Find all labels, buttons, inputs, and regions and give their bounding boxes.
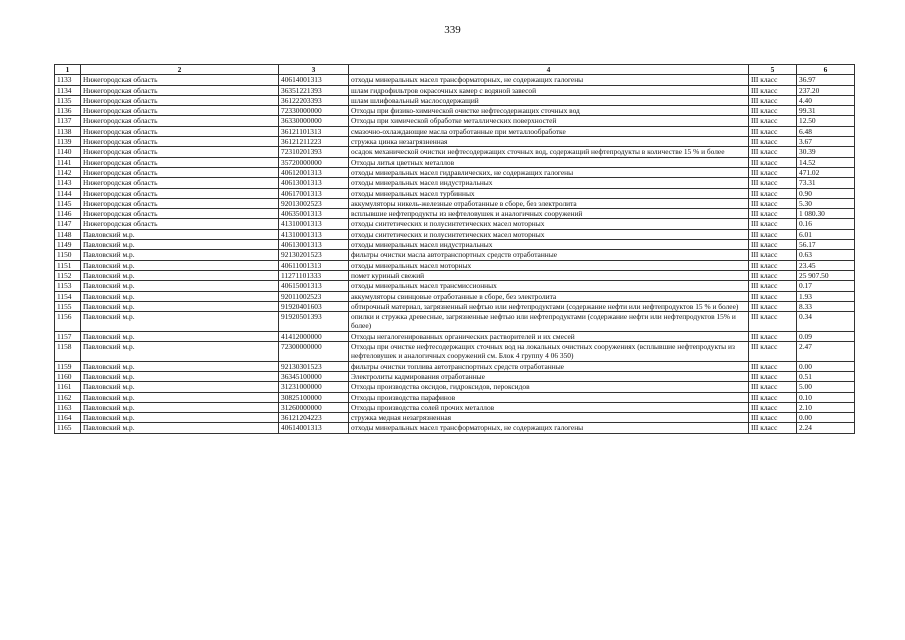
table-row (55, 413, 855, 423)
amount-cell: 8.33 (797, 301, 855, 311)
row-number-cell: 1147 (55, 219, 81, 229)
amount-cell: 0.00 (797, 413, 855, 423)
row-number-cell: 1138 (55, 126, 81, 136)
row-number-cell: 1146 (55, 209, 81, 219)
waste-code-cell: 72310201393 (279, 147, 349, 157)
table-row (55, 301, 855, 311)
region-cell: Нижегородская область (81, 106, 279, 116)
hazard-class-cell: III класс (749, 413, 797, 423)
waste-code-cell: 40611001313 (279, 260, 349, 270)
waste-code-cell: 36121211223 (279, 137, 349, 147)
waste-name-cell: помет куриный свежий (349, 270, 749, 280)
waste-code-cell: 91920401603 (279, 301, 349, 311)
row-number-cell: 1141 (55, 157, 81, 167)
waste-name-cell: Отходы производства оксидов, гидроксидов, пероксидов (349, 382, 749, 392)
row-number-cell: 1135 (55, 95, 81, 105)
row-number-cell: 1143 (55, 178, 81, 188)
table-row (55, 270, 855, 280)
region-cell: Нижегородская область (81, 137, 279, 147)
row-number-cell: 1155 (55, 301, 81, 311)
region-cell: Павловский м.р. (81, 240, 279, 250)
hazard-class-cell: III класс (749, 75, 797, 85)
waste-code-cell: 40614001313 (279, 423, 349, 433)
waste-code-cell: 31260000000 (279, 402, 349, 412)
waste-name-cell: отходы синтетических и полусинтетических масел моторных (349, 229, 749, 239)
amount-cell: 5.30 (797, 198, 855, 208)
column-header-5: 5 (749, 65, 797, 75)
hazard-class-cell: III класс (749, 219, 797, 229)
region-cell: Павловский м.р. (81, 281, 279, 291)
amount-cell: 0.51 (797, 371, 855, 381)
hazard-class-cell: III класс (749, 157, 797, 167)
table-row (55, 188, 855, 198)
table-row (55, 402, 855, 412)
table-row (55, 291, 855, 301)
waste-code-cell: 40615001313 (279, 281, 349, 291)
amount-cell: 73.31 (797, 178, 855, 188)
waste-code-cell: 41310001313 (279, 229, 349, 239)
waste-name-cell: отходы минеральных масел трансформаторных, не содержащих галогены (349, 75, 749, 85)
region-cell: Павловский м.р. (81, 312, 279, 332)
hazard-class-cell: III класс (749, 147, 797, 157)
waste-code-cell: 40617001313 (279, 188, 349, 198)
hazard-class-cell: III класс (749, 331, 797, 341)
waste-name-cell: фильтры очистки топлива автотранспортных средств отработанные (349, 361, 749, 371)
waste-name-cell: отходы минеральных масел трансформаторных, не содержащих галогены (349, 423, 749, 433)
waste-code-cell: 35720000000 (279, 157, 349, 167)
hazard-class-cell: III класс (749, 240, 797, 250)
region-cell: Нижегородская область (81, 157, 279, 167)
row-number-cell: 1156 (55, 312, 81, 332)
hazard-class-cell: III класс (749, 250, 797, 260)
waste-name-cell: Отходы при физико-химической очистке нефтесодержащих сточных вод (349, 106, 749, 116)
hazard-class-cell: III класс (749, 106, 797, 116)
table-row (55, 250, 855, 260)
waste-code-cell: 92011002523 (279, 291, 349, 301)
waste-name-cell: Электролиты кадмирования отработанные (349, 371, 749, 381)
hazard-class-cell: III класс (749, 209, 797, 219)
table-row (55, 281, 855, 291)
hazard-class-cell: III класс (749, 402, 797, 412)
row-number-cell: 1136 (55, 106, 81, 116)
waste-code-cell: 92013002523 (279, 198, 349, 208)
table-row (55, 219, 855, 229)
amount-cell: 6.01 (797, 229, 855, 239)
waste-code-cell: 91920501393 (279, 312, 349, 332)
region-cell: Павловский м.р. (81, 260, 279, 270)
waste-code-cell: 40614001313 (279, 75, 349, 85)
amount-cell: 56.17 (797, 240, 855, 250)
table-row (55, 209, 855, 219)
waste-code-cell: 36122203393 (279, 95, 349, 105)
region-cell: Павловский м.р. (81, 291, 279, 301)
region-cell: Павловский м.р. (81, 342, 279, 362)
amount-cell: 0.00 (797, 361, 855, 371)
row-number-cell: 1144 (55, 188, 81, 198)
table-row (55, 116, 855, 126)
amount-cell: 0.17 (797, 281, 855, 291)
waste-code-cell: 41412000000 (279, 331, 349, 341)
waste-code-cell: 92130201523 (279, 250, 349, 260)
region-cell: Павловский м.р. (81, 301, 279, 311)
waste-code-cell: 36121101313 (279, 126, 349, 136)
region-cell: Павловский м.р. (81, 270, 279, 280)
waste-name-cell: Отходы при очистке нефтесодержащих сточных вод на локальных очистных сооружениях (всплывшие нефтепродукты из нефтеловушек и аналогичных сооружений см. Блок 4 группу 4 06 350) (349, 342, 749, 362)
amount-cell: 0.90 (797, 188, 855, 198)
table-row (55, 198, 855, 208)
row-number-cell: 1142 (55, 167, 81, 177)
hazard-class-cell: III класс (749, 312, 797, 332)
column-header-3: 3 (279, 65, 349, 75)
waste-name-cell: Отходы производства солей прочих металлов (349, 402, 749, 412)
amount-cell: 23.45 (797, 260, 855, 270)
table-row (55, 312, 855, 332)
amount-cell: 0.16 (797, 219, 855, 229)
row-number-cell: 1165 (55, 423, 81, 433)
row-number-cell: 1164 (55, 413, 81, 423)
table-row (55, 85, 855, 95)
table-header (55, 65, 855, 75)
region-cell: Нижегородская область (81, 219, 279, 229)
amount-cell: 12.50 (797, 116, 855, 126)
amount-cell: 0.34 (797, 312, 855, 332)
row-number-cell: 1149 (55, 240, 81, 250)
region-cell: Нижегородская область (81, 85, 279, 95)
waste-code-cell: 30825100000 (279, 392, 349, 402)
amount-cell: 5.00 (797, 382, 855, 392)
waste-code-cell: 31231000000 (279, 382, 349, 392)
waste-code-cell: 36345100000 (279, 371, 349, 381)
hazard-class-cell: III класс (749, 95, 797, 105)
waste-name-cell: шлам гидрофильтров окрасочных камер с водяной завесой (349, 85, 749, 95)
waste-name-cell: аккумуляторы свинцовые отработанные в сборе, без электролита (349, 291, 749, 301)
amount-cell: 2.47 (797, 342, 855, 362)
waste-name-cell: всплывшие нефтепродукты из нефтеловушек и аналогичных сооружений (349, 209, 749, 219)
waste-code-cell: 92130301523 (279, 361, 349, 371)
region-cell: Павловский м.р. (81, 229, 279, 239)
region-cell: Павловский м.р. (81, 382, 279, 392)
row-number-cell: 1154 (55, 291, 81, 301)
hazard-class-cell: III класс (749, 342, 797, 362)
table-row (55, 260, 855, 270)
amount-cell: 4.40 (797, 95, 855, 105)
table-row (55, 423, 855, 433)
region-cell: Нижегородская область (81, 116, 279, 126)
row-number-cell: 1162 (55, 392, 81, 402)
waste-code-cell: 36121204223 (279, 413, 349, 423)
table-row (55, 137, 855, 147)
table-row (55, 147, 855, 157)
waste-name-cell: отходы минеральных масел моторных (349, 260, 749, 270)
table-row (55, 178, 855, 188)
waste-name-cell: стружка медная незагрязненная (349, 413, 749, 423)
table-row (55, 167, 855, 177)
waste-code-cell: 72300000000 (279, 342, 349, 362)
waste-code-cell: 40613001313 (279, 240, 349, 250)
waste-name-cell: отходы минеральных масел турбинных (349, 188, 749, 198)
row-number-cell: 1160 (55, 371, 81, 381)
hazard-class-cell: III класс (749, 423, 797, 433)
waste-name-cell: осадок механической очистки нефтесодержащих сточных вод, содержащий нефтепродукты в количестве 15 % и более (349, 147, 749, 157)
amount-cell: 30.39 (797, 147, 855, 157)
column-header-1: 1 (55, 65, 81, 75)
region-cell: Павловский м.р. (81, 361, 279, 371)
row-number-cell: 1152 (55, 270, 81, 280)
region-cell: Нижегородская область (81, 95, 279, 105)
waste-name-cell: Отходы литья цветных металлов (349, 157, 749, 167)
amount-cell: 25 907.50 (797, 270, 855, 280)
hazard-class-cell: III класс (749, 270, 797, 280)
waste-code-cell: 41310001313 (279, 219, 349, 229)
row-number-cell: 1150 (55, 250, 81, 260)
column-header-2: 2 (81, 65, 279, 75)
table-row (55, 126, 855, 136)
waste-name-cell: шлам шлифовальный маслосодержащий (349, 95, 749, 105)
hazard-class-cell: III класс (749, 260, 797, 270)
region-cell: Павловский м.р. (81, 413, 279, 423)
region-cell: Нижегородская область (81, 188, 279, 198)
waste-name-cell: отходы минеральных масел трансмиссионных (349, 281, 749, 291)
hazard-class-cell: III класс (749, 188, 797, 198)
region-cell: Павловский м.р. (81, 402, 279, 412)
table-row (55, 229, 855, 239)
amount-cell: 99.31 (797, 106, 855, 116)
row-number-cell: 1163 (55, 402, 81, 412)
waste-name-cell: Отходы негалогенированных органических растворителей и их смесей (349, 331, 749, 341)
table-row (55, 331, 855, 341)
hazard-class-cell: III класс (749, 85, 797, 95)
region-cell: Нижегородская область (81, 147, 279, 157)
waste-name-cell: отходы минеральных масел гидравлических, не содержащих галогены (349, 167, 749, 177)
row-number-cell: 1139 (55, 137, 81, 147)
row-number-cell: 1145 (55, 198, 81, 208)
table-row (55, 371, 855, 381)
waste-name-cell: Отходы производства парафинов (349, 392, 749, 402)
hazard-class-cell: III класс (749, 301, 797, 311)
amount-cell: 0.09 (797, 331, 855, 341)
table-row (55, 361, 855, 371)
hazard-class-cell: III класс (749, 229, 797, 239)
region-cell: Павловский м.р. (81, 331, 279, 341)
waste-name-cell: отходы синтетических и полусинтетических масел моторных (349, 219, 749, 229)
waste-name-cell: фильтры очистки масла автотранспортных средств отработанные (349, 250, 749, 260)
amount-cell: 36.97 (797, 75, 855, 85)
hazard-class-cell: III класс (749, 178, 797, 188)
waste-table (54, 64, 855, 434)
region-cell: Павловский м.р. (81, 423, 279, 433)
waste-name-cell: Отходы при химической обработке металлических поверхностей (349, 116, 749, 126)
region-cell: Павловский м.р. (81, 250, 279, 260)
waste-code-cell: 40613001313 (279, 178, 349, 188)
row-number-cell: 1158 (55, 342, 81, 362)
row-number-cell: 1151 (55, 260, 81, 270)
table-body (55, 75, 855, 433)
row-number-cell: 1157 (55, 331, 81, 341)
waste-code-cell: 40612001313 (279, 167, 349, 177)
hazard-class-cell: III класс (749, 392, 797, 402)
row-number-cell: 1134 (55, 85, 81, 95)
table-row (55, 95, 855, 105)
waste-name-cell: смазочно-охлаждающие масла отработанные при металлообработке (349, 126, 749, 136)
amount-cell: 3.67 (797, 137, 855, 147)
row-number-cell: 1148 (55, 229, 81, 239)
amount-cell: 2.10 (797, 402, 855, 412)
table-row (55, 240, 855, 250)
amount-cell: 1 080.30 (797, 209, 855, 219)
amount-cell: 0.63 (797, 250, 855, 260)
waste-code-cell: 36351221393 (279, 85, 349, 95)
region-cell: Павловский м.р. (81, 371, 279, 381)
waste-name-cell: стружка цинка незагрязненная (349, 137, 749, 147)
amount-cell: 237.20 (797, 85, 855, 95)
column-header-6: 6 (797, 65, 855, 75)
row-number-cell: 1137 (55, 116, 81, 126)
hazard-class-cell: III класс (749, 167, 797, 177)
hazard-class-cell: III класс (749, 198, 797, 208)
table-row (55, 106, 855, 116)
table-row (55, 382, 855, 392)
waste-code-cell: 72330000000 (279, 106, 349, 116)
waste-name-cell: опилки и стружка древесные, загрязненные нефтью или нефтепродуктами (содержание нефти или нефтепродуктов 15% и более) (349, 312, 749, 332)
region-cell: Нижегородская область (81, 126, 279, 136)
hazard-class-cell: III класс (749, 281, 797, 291)
hazard-class-cell: III класс (749, 382, 797, 392)
hazard-class-cell: III класс (749, 371, 797, 381)
waste-name-cell: отходы минеральных масел индустриальных (349, 178, 749, 188)
amount-cell: 6.48 (797, 126, 855, 136)
row-number-cell: 1133 (55, 75, 81, 85)
region-cell: Павловский м.р. (81, 392, 279, 402)
row-number-cell: 1153 (55, 281, 81, 291)
row-number-cell: 1140 (55, 147, 81, 157)
waste-name-cell: отходы минеральных масел индустриальных (349, 240, 749, 250)
table-row (55, 342, 855, 362)
amount-cell: 0.10 (797, 392, 855, 402)
waste-name-cell: обтирочный материал, загрязненный нефтью или нефтепродуктами (содержание нефти или нефтепродуктов 15 % и более) (349, 301, 749, 311)
column-header-4: 4 (349, 65, 749, 75)
hazard-class-cell: III класс (749, 361, 797, 371)
row-number-cell: 1161 (55, 382, 81, 392)
amount-cell: 1.93 (797, 291, 855, 301)
amount-cell: 471.02 (797, 167, 855, 177)
hazard-class-cell: III класс (749, 116, 797, 126)
page-number: 339 (444, 24, 461, 36)
waste-code-cell: 36330000000 (279, 116, 349, 126)
waste-code-cell: 40635001313 (279, 209, 349, 219)
amount-cell: 14.52 (797, 157, 855, 167)
table-row (55, 157, 855, 167)
hazard-class-cell: III класс (749, 126, 797, 136)
table-row (55, 75, 855, 85)
region-cell: Нижегородская область (81, 198, 279, 208)
region-cell: Нижегородская область (81, 75, 279, 85)
table-row (55, 392, 855, 402)
region-cell: Нижегородская область (81, 209, 279, 219)
waste-code-cell: 11271101333 (279, 270, 349, 280)
region-cell: Нижегородская область (81, 167, 279, 177)
region-cell: Нижегородская область (81, 178, 279, 188)
row-number-cell: 1159 (55, 361, 81, 371)
amount-cell: 2.24 (797, 423, 855, 433)
waste-name-cell: аккумуляторы никель-железные отработанные в сборе, без электролита (349, 198, 749, 208)
hazard-class-cell: III класс (749, 291, 797, 301)
hazard-class-cell: III класс (749, 137, 797, 147)
